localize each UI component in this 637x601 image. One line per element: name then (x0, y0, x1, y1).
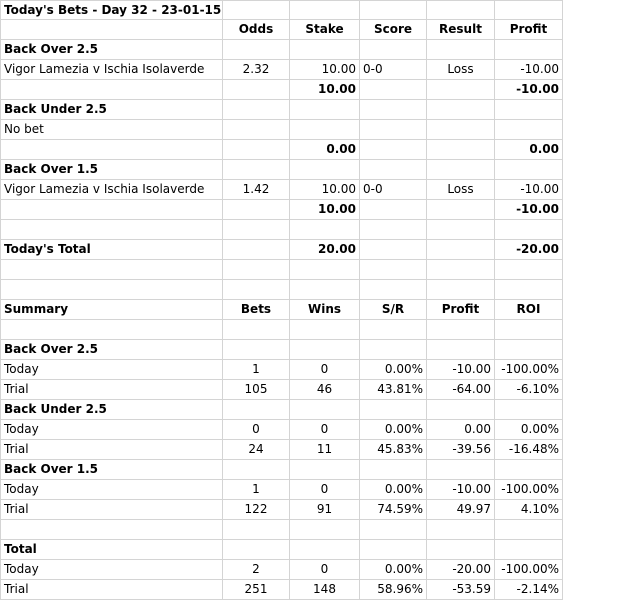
sheet-cell[interactable] (0, 80, 223, 100)
sheet-cell[interactable]: 0.00% (360, 480, 427, 500)
sheet-cell[interactable]: Today's Total (0, 240, 223, 260)
sheet-row (0, 560, 563, 580)
sheet-cell[interactable]: -20.00 (427, 560, 495, 580)
sheet-row (0, 540, 563, 560)
sheet-cell[interactable] (360, 400, 427, 420)
sheet-cell[interactable] (223, 520, 290, 540)
sheet-cell[interactable]: Today (0, 420, 223, 440)
sheet-cell[interactable] (360, 140, 427, 160)
sheet-cell[interactable]: -6.10% (495, 380, 563, 400)
sheet-cell[interactable] (290, 520, 360, 540)
sheet-cell[interactable] (360, 80, 427, 100)
sheet-cell[interactable]: Result (427, 20, 495, 40)
sheet-cell[interactable]: 91 (290, 500, 360, 520)
sheet-row (0, 480, 563, 500)
sheet-cell[interactable] (290, 320, 360, 340)
sheet-cell[interactable] (427, 340, 495, 360)
sheet-cell[interactable] (495, 540, 563, 560)
sheet-row (0, 0, 563, 20)
sheet-cell[interactable] (223, 100, 290, 120)
sheet-cell[interactable]: Trial (0, 500, 223, 520)
sheet-cell[interactable]: -53.59 (427, 580, 495, 600)
sheet-cell[interactable]: 0 (290, 360, 360, 380)
sheet-cell[interactable]: -10.00 (495, 80, 563, 100)
sheet-cell[interactable] (427, 520, 495, 540)
sheet-row (0, 380, 563, 400)
sheet-cell[interactable] (427, 200, 495, 220)
sheet-cell[interactable]: No bet (0, 120, 223, 140)
sheet-cell[interactable] (223, 240, 290, 260)
sheet-cell[interactable]: 74.59% (360, 500, 427, 520)
sheet-cell[interactable]: 1.42 (223, 180, 290, 200)
sheet-cell[interactable] (495, 520, 563, 540)
sheet-cell[interactable] (290, 160, 360, 180)
sheet-cell[interactable]: 58.96% (360, 580, 427, 600)
sheet-cell[interactable]: S/R (360, 300, 427, 320)
sheet-cell[interactable] (495, 0, 563, 20)
sheet-cell[interactable]: -64.00 (427, 380, 495, 400)
sheet-cell[interactable] (427, 140, 495, 160)
sheet-cell[interactable]: 24 (223, 440, 290, 460)
sheet-cell[interactable]: 0 (290, 420, 360, 440)
sheet-cell[interactable]: Back Over 1.5 (0, 160, 223, 180)
sheet-cell[interactable] (427, 120, 495, 140)
sheet-cell[interactable] (223, 260, 290, 280)
sheet-row (0, 420, 563, 440)
sheet-cell[interactable]: 45.83% (360, 440, 427, 460)
sheet-cell[interactable]: 2.32 (223, 60, 290, 80)
sheet-row (0, 220, 563, 240)
sheet-row (0, 320, 563, 340)
sheet-cell[interactable]: 11 (290, 440, 360, 460)
sheet-cell[interactable]: 4.10% (495, 500, 563, 520)
sheet-cell[interactable] (290, 100, 360, 120)
sheet-row (0, 100, 563, 120)
sheet-row (0, 360, 563, 380)
sheet-row (0, 260, 563, 280)
sheet-cell[interactable]: Bets (223, 300, 290, 320)
sheet-cell[interactable]: 2 (223, 560, 290, 580)
sheet-cell[interactable] (223, 0, 290, 20)
sheet-row (0, 400, 563, 420)
sheet-cell[interactable]: Back Over 1.5 (0, 460, 223, 480)
sheet-cell[interactable] (290, 40, 360, 60)
sheet-cell[interactable]: 46 (290, 380, 360, 400)
sheet-row (0, 300, 563, 320)
sheet-cell[interactable]: -10.00 (495, 180, 563, 200)
sheet-cell[interactable]: -100.00% (495, 360, 563, 380)
sheet-cell[interactable] (427, 240, 495, 260)
sheet-cell[interactable]: Loss (427, 60, 495, 80)
sheet-cell[interactable] (223, 320, 290, 340)
sheet-cell[interactable]: Trial (0, 580, 223, 600)
sheet-row (0, 60, 563, 80)
sheet-cell[interactable] (223, 280, 290, 300)
sheet-cell[interactable] (223, 220, 290, 240)
sheet-cell[interactable]: 1 (223, 480, 290, 500)
sheet-cell[interactable] (495, 160, 563, 180)
sheet-row (0, 80, 563, 100)
sheet-cell[interactable] (427, 80, 495, 100)
sheet-cell[interactable] (495, 280, 563, 300)
sheet-cell[interactable]: -16.48% (495, 440, 563, 460)
sheet-cell[interactable]: Summary (0, 300, 223, 320)
sheet-cell[interactable] (427, 540, 495, 560)
sheet-cell[interactable]: Vigor Lamezia v Ischia Isolaverde (0, 180, 223, 200)
sheet-cell[interactable] (0, 220, 223, 240)
sheet-row (0, 280, 563, 300)
sheet-cell[interactable]: 105 (223, 380, 290, 400)
sheet-cell[interactable] (290, 260, 360, 280)
sheet-cell[interactable]: 251 (223, 580, 290, 600)
sheet-cell[interactable]: -100.00% (495, 560, 563, 580)
sheet-row (0, 440, 563, 460)
sheet-cell[interactable] (223, 140, 290, 160)
sheet-cell[interactable]: Loss (427, 180, 495, 200)
sheet-cell[interactable] (495, 340, 563, 360)
sheet-cell[interactable]: Today (0, 560, 223, 580)
sheet-cell[interactable]: Trial (0, 380, 223, 400)
sheet-cell[interactable] (290, 0, 360, 20)
sheet-cell[interactable]: Back Over 2.5 (0, 40, 223, 60)
sheet-row (0, 500, 563, 520)
sheet-cell[interactable] (427, 280, 495, 300)
sheet-cell[interactable]: 49.97 (427, 500, 495, 520)
sheet-cell[interactable]: -10.00 (427, 480, 495, 500)
sheet-cell[interactable] (223, 120, 290, 140)
sheet-cell[interactable] (223, 200, 290, 220)
sheet-cell[interactable]: -100.00% (495, 480, 563, 500)
sheet-cell[interactable] (427, 460, 495, 480)
sheet-cell[interactable]: Profit (495, 20, 563, 40)
sheet-cell[interactable] (495, 400, 563, 420)
sheet-cell[interactable] (0, 280, 223, 300)
sheet-cell[interactable] (0, 320, 223, 340)
sheet-cell[interactable] (360, 340, 427, 360)
sheet-cell[interactable]: Total (0, 540, 223, 560)
sheet-row (0, 460, 563, 480)
sheet-row (0, 180, 563, 200)
sheet-cell[interactable] (223, 40, 290, 60)
sheet-cell[interactable]: Profit (427, 300, 495, 320)
sheet-cell[interactable] (360, 40, 427, 60)
sheet-cell[interactable]: ROI (495, 300, 563, 320)
sheet-cell[interactable] (360, 240, 427, 260)
sheet-row (0, 160, 563, 180)
sheet-cell[interactable]: 0-0 (360, 60, 427, 80)
sheet-cell[interactable] (427, 400, 495, 420)
sheet-cell[interactable] (0, 140, 223, 160)
sheet-cell[interactable] (290, 340, 360, 360)
sheet-cell[interactable]: 148 (290, 580, 360, 600)
sheet-cell[interactable]: 10.00 (290, 60, 360, 80)
sheet-cell[interactable] (360, 540, 427, 560)
sheet-cell[interactable] (0, 260, 223, 280)
sheet-cell[interactable]: -2.14% (495, 580, 563, 600)
sheet-cell[interactable]: Trial (0, 440, 223, 460)
sheet-cell[interactable]: 0.00% (495, 420, 563, 440)
sheet-cell[interactable] (360, 200, 427, 220)
sheet-cell[interactable] (290, 540, 360, 560)
sheet-cell[interactable]: -10.00 (427, 360, 495, 380)
sheet-cell[interactable] (360, 220, 427, 240)
sheet-cell[interactable] (495, 460, 563, 480)
sheet-cell[interactable]: -10.00 (495, 60, 563, 80)
sheet-cell[interactable] (427, 0, 495, 20)
sheet-cell[interactable] (360, 520, 427, 540)
sheet-cell[interactable]: 0.00 (290, 140, 360, 160)
sheet-cell[interactable]: 0 (223, 420, 290, 440)
sheet-cell[interactable] (427, 40, 495, 60)
sheet-cell[interactable]: 122 (223, 500, 290, 520)
sheet-row (0, 240, 563, 260)
sheet-row (0, 200, 563, 220)
sheet-cell[interactable]: 20.00 (290, 240, 360, 260)
sheet-row (0, 20, 563, 40)
sheet-cell[interactable]: Today's Bets - Day 32 - 23-01-15 (0, 0, 223, 20)
sheet-cell[interactable]: 0-0 (360, 180, 427, 200)
sheet-cell[interactable] (290, 280, 360, 300)
sheet-cell[interactable] (360, 260, 427, 280)
sheet-cell[interactable] (495, 100, 563, 120)
sheet-cell[interactable]: -20.00 (495, 240, 563, 260)
sheet-cell[interactable] (495, 120, 563, 140)
sheet-cell[interactable] (0, 200, 223, 220)
sheet-cell[interactable]: Odds (223, 20, 290, 40)
sheet-cell[interactable] (360, 320, 427, 340)
sheet-cell[interactable] (223, 400, 290, 420)
sheet-cell[interactable]: 0.00% (360, 360, 427, 380)
sheet-cell[interactable]: 0.00% (360, 420, 427, 440)
sheet-cell[interactable] (290, 460, 360, 480)
sheet-cell[interactable]: 0 (290, 480, 360, 500)
sheet-cell[interactable] (495, 260, 563, 280)
sheet-cell[interactable]: Vigor Lamezia v Ischia Isolaverde (0, 60, 223, 80)
sheet-row (0, 40, 563, 60)
sheet-cell[interactable]: 0.00 (427, 420, 495, 440)
sheet-cell[interactable]: -10.00 (495, 200, 563, 220)
sheet-cell[interactable] (0, 520, 223, 540)
sheet-cell[interactable] (223, 160, 290, 180)
sheet-cell[interactable]: Back Under 2.5 (0, 100, 223, 120)
sheet-cell[interactable]: 0 (290, 560, 360, 580)
sheet-cell[interactable] (427, 220, 495, 240)
sheet-cell[interactable]: 10.00 (290, 200, 360, 220)
sheet-cell[interactable]: Today (0, 480, 223, 500)
sheet-cell[interactable] (495, 320, 563, 340)
sheet-cell[interactable]: 10.00 (290, 180, 360, 200)
sheet-cell[interactable]: Wins (290, 300, 360, 320)
sheet-row (0, 580, 563, 600)
sheet-cell[interactable] (223, 80, 290, 100)
sheet-cell[interactable] (290, 120, 360, 140)
sheet-cell[interactable] (427, 320, 495, 340)
sheet-cell[interactable] (427, 160, 495, 180)
sheet-cell[interactable] (360, 460, 427, 480)
sheet-cell[interactable] (223, 340, 290, 360)
sheet-cell[interactable]: Back Over 2.5 (0, 340, 223, 360)
sheet-cell[interactable]: -39.56 (427, 440, 495, 460)
sheet-cell[interactable]: 1 (223, 360, 290, 380)
sheet-cell[interactable] (360, 120, 427, 140)
sheet-cell[interactable]: Back Under 2.5 (0, 400, 223, 420)
sheet-cell[interactable] (360, 100, 427, 120)
sheet-cell[interactable] (495, 220, 563, 240)
sheet-cell[interactable]: Stake (290, 20, 360, 40)
sheet-cell[interactable] (360, 160, 427, 180)
sheet-cell[interactable]: 10.00 (290, 80, 360, 100)
sheet-cell[interactable]: Score (360, 20, 427, 40)
sheet-cell[interactable]: 0.00 (495, 140, 563, 160)
sheet-cell[interactable]: 0.00% (360, 560, 427, 580)
sheet-cell[interactable]: 43.81% (360, 380, 427, 400)
sheet-row (0, 520, 563, 540)
sheet-cell[interactable] (495, 40, 563, 60)
sheet-cell[interactable] (360, 0, 427, 20)
sheet-cell[interactable] (427, 100, 495, 120)
sheet-cell[interactable] (223, 460, 290, 480)
sheet-cell[interactable] (290, 400, 360, 420)
sheet-row (0, 140, 563, 160)
sheet-cell[interactable] (427, 260, 495, 280)
sheet-cell[interactable] (0, 20, 223, 40)
sheet-row (0, 340, 563, 360)
sheet-row (0, 120, 563, 140)
sheet-cell[interactable] (290, 220, 360, 240)
sheet-cell[interactable] (223, 540, 290, 560)
sheet-cell[interactable]: Today (0, 360, 223, 380)
sheet-cell[interactable] (360, 280, 427, 300)
